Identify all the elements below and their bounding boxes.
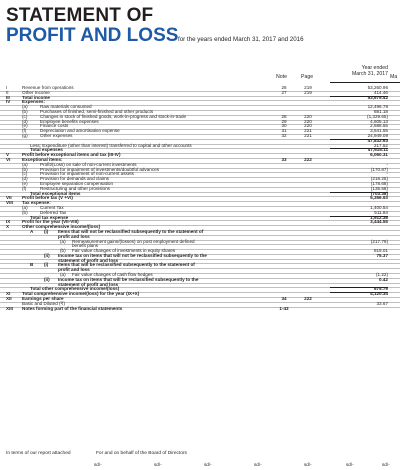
row-sub-marker: (a) [60,272,66,278]
signature-1: sd/- [94,462,102,467]
row-label: Total exceptional items [30,190,81,196]
row-page: 221 [304,128,312,134]
row-sub-marker: (b) [22,209,28,215]
row-label: Total income [22,94,50,100]
row-roman-numeral: V [6,152,10,158]
row-sub-marker: (a) [60,238,66,244]
column-header-year [330,65,388,77]
row-label: Revenue from operations [22,85,74,90]
row-label: Other comprehensive income/(loss) [22,224,101,230]
footer-board-text: For and on behalf of the Board of Directors [96,451,187,456]
row-label: Fair value changes of investments in equity shares [72,248,176,254]
row-label: Restructuring and other provisions [40,185,110,191]
row-sub-marker: (b) [60,248,66,254]
row-sub-marker: B [30,262,34,268]
row-sub-marker: (a) [22,161,28,167]
row-label: Deferred Tax [40,209,67,215]
row-roman-numeral: X [6,224,10,230]
row-roman-numeral: XI [6,291,11,297]
row-label: Profit before tax (V +VI) [22,195,73,201]
row-note: 33 [281,156,287,162]
row-sub-marker: (b) [22,166,28,172]
row-note: 34 [281,296,287,302]
row-label: Total comprehensive income/(loss) for the year (IX+X) [22,291,140,297]
signature-3: sd/- [204,462,212,467]
row-note: 27 [281,89,287,95]
header-divider [330,82,400,83]
row-value: 47,832.63 [367,137,388,143]
row-roman-numeral: VII [6,195,12,201]
row-label: Provision for impairment of non-current assets [40,171,134,177]
subtotal-rule [330,216,388,217]
row-label: Finance costs [40,123,69,129]
row-label: Total other comprehensive income/(loss) [30,286,120,292]
row-value: (217.79) [370,238,388,244]
row-value: (178.68) [370,180,388,186]
row-label: Raw materials consumed [40,104,92,110]
row-page: 220 [304,118,312,124]
row-note: 1-43 [279,305,289,311]
row-label: Fair value changes of cash flow hedges [72,272,153,278]
row-label: Notes forming part of the financial statements [22,305,123,311]
subtotal-rule [330,192,388,193]
row-page: 219 [304,85,312,90]
signature-2: sd/- [154,462,162,467]
row-sub-marker: (d) [22,118,28,124]
row-label: statement of profit and loss [58,257,119,263]
row-note: 28 [281,113,287,119]
row-value: (703.38) [370,190,388,196]
row-label: Purchases of finished, semi-finished and other products [40,108,154,114]
subtotal-rule [330,96,388,97]
row-sub-marker: (e) [22,180,28,186]
row-note: 31 [281,128,287,134]
row-value: 3,541.55 [370,128,388,134]
row-value: (1.22) [375,272,388,278]
row-roman-numeral: II [6,89,9,95]
row-sub-marker: (f) [22,185,27,191]
row-label: Provision for impairment of investments/doubtful advances [40,166,159,172]
subtotal-rule [330,292,388,293]
row-label: profit and loss [58,267,90,273]
row-value: 53,260.96 [367,85,388,90]
row-label: statement of profit and loss [58,281,119,287]
row-roman-numeral: XII [6,296,12,302]
row-value: 33.67 [376,300,388,306]
row-label: Profit for the year (VII-VIII) [22,219,79,225]
row-sub-marker-2: (i) [44,228,49,234]
row-value: - [386,161,388,167]
row-label: Items that will not be reclassified subsequently to the statement of [58,228,204,234]
statement-table [0,86,400,311]
subtotal-rule [330,139,388,140]
row-label: Expenses: [22,99,45,105]
row-value: (170.87) [370,166,388,172]
row-note: 26 [281,85,287,90]
row-label: Depreciation and amortisation expense [40,128,120,134]
row-value: 6,060.31 [370,152,388,158]
row-label: Items that will be reclassified subsequently to the statement of [58,262,195,268]
row-label: Total expenses [30,147,63,153]
title-line2: PROFIT AND LOSS [6,25,179,46]
signature-6: sd/- [346,462,354,467]
row-roman-numeral: XIII [6,305,13,311]
row-value: 1,400.54 [370,204,388,210]
row-sub-marker: (e) [22,123,28,129]
table-row [0,307,400,312]
row-label: Profit before exceptional items and tax (III-IV) [22,152,121,158]
row-value: (218.25) [370,176,388,182]
column-header-year-line1: Year ended [361,65,388,71]
row-value: 24,949.09 [367,132,388,138]
row-label: Employee benefits expenses [40,118,99,124]
row-roman-numeral: IV [6,99,11,105]
row-value: (135.58) [370,185,388,191]
row-sub-marker: A [30,228,34,234]
row-sub-marker: (d) [22,176,28,182]
row-value: 217.52 [373,142,388,148]
subtotal-rule [330,287,388,288]
row-label: Income tax on items that will be reclassified subsequently to the [58,276,199,282]
row-value: 881.18 [373,108,388,114]
column-header-page: Page [301,74,314,80]
row-note: 30 [281,123,287,129]
row-value: 75.37 [376,252,388,258]
row-value: 1,912.38 [370,214,388,220]
row-value: 0.42 [379,276,388,282]
row-label: Profit/(Loss) on sale of non-current investments [40,161,137,167]
row-page: 219 [304,89,312,95]
row-page: 222 [304,296,312,302]
row-value: 4,605.13 [370,118,388,124]
row-note: 32 [281,132,287,138]
row-label: Other Income [22,89,50,95]
row-note: 29 [281,118,287,124]
row-value: (1,329.65) [367,113,388,119]
title-line1: STATEMENT OF [6,5,154,26]
signature-7: sd/- [382,462,390,467]
row-value: 511.84 [374,209,388,215]
column-header-prior-year: Ma [390,74,398,80]
row-sub-marker: (f) [22,128,27,134]
row-label: Total tax expense [30,214,69,220]
row-value: 819.01 [373,248,388,254]
row-label: benefit plans [72,243,99,249]
row-roman-numeral: I [6,85,8,90]
signature-5: sd/- [304,462,312,467]
row-value: 53,675.42 [367,94,388,100]
row-sub-marker: (g) [22,132,28,138]
row-label: Basic and Diluted (₹) [22,300,66,306]
row-label: Other expenses [40,132,73,138]
row-page: 222 [304,156,312,162]
row-label: Changes in stock of finished goods, work-in-progress and stock-in-trade [40,113,187,119]
row-value: 47,615.11 [367,147,388,153]
row-roman-numeral: IX [6,219,11,225]
row-value: 414.46 [373,89,388,95]
row-page: 220 [304,123,312,129]
row-sub-marker-2: (ii) [44,252,50,258]
row-label: Remeasurement gains/(losses) on post employment defined [72,238,195,244]
row-sub-marker: (a) [22,104,28,110]
row-value: 4,120.34 [370,291,388,297]
subtotal-rule [330,148,388,149]
row-page: 220 [304,113,312,119]
row-roman-numeral: VIII [6,200,13,206]
row-sub-marker: (c) [22,113,28,119]
row-label: Exceptional items: [22,156,63,162]
row-roman-numeral: VI [6,156,11,162]
subtitle: for the years ended March 31, 2017 and 2016 [178,36,304,43]
row-sub-marker: (c) [22,171,28,177]
column-header-note: Note [276,74,287,80]
row-sub-marker: (b) [22,108,28,114]
row-value: 2,688.55 [370,123,388,129]
row-sub-marker-2: (ii) [44,276,50,282]
row-page: 221 [304,132,312,138]
row-value: 12,496.78 [367,104,388,110]
row-roman-numeral: III [6,94,10,100]
row-label: Less: Expenditure (other than interest) transferred to capital and other accounts [30,142,192,148]
row-label: Provision for demands and claims [40,176,109,182]
row-value: 5,356.93 [370,195,388,201]
row-label: Earnings per share [22,296,64,302]
row-label: Employee separation compensation [40,180,114,186]
row-sub-marker-2: (i) [44,262,49,268]
row-value: 675.79 [373,286,388,292]
footer-report-text: In terms of our report attached [6,451,71,456]
column-header-year-line2: March 31, 2017 [351,71,388,77]
row-value: - [386,171,388,177]
row-label: Tax expense: [22,200,51,206]
row-sub-marker: (a) [22,204,28,210]
signature-4: sd/- [254,462,262,467]
row-value: 3,444.55 [370,219,388,225]
row-label: Current Tax [40,204,64,210]
row-label: profit and loss [58,233,90,239]
row-label: Income tax on items that will not be reclassified subsequently to the [58,252,207,258]
